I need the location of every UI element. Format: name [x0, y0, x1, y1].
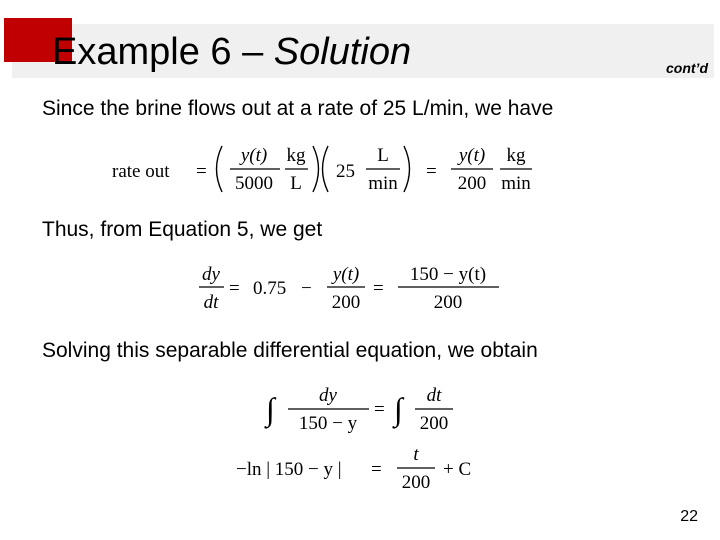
eq1-f3-num: L [377, 145, 389, 166]
eq4-f-num: t [413, 444, 419, 465]
eq1-left-paren [217, 146, 223, 192]
eq1-left-paren-2 [323, 146, 329, 192]
eq2-dnum: dy [202, 264, 220, 285]
equation-integrals [266, 380, 466, 440]
eq2-const: 0.75 [253, 278, 287, 299]
eq1-f5-num: kg [506, 145, 526, 166]
eq4-equals: = [371, 459, 382, 480]
body-text-brine-rate: Since the brine flows out at a rate of 25 L/min, we have [42, 97, 554, 120]
eq3-f2-den: 200 [419, 413, 449, 434]
eq4-rhs: + C [443, 459, 472, 480]
eq1-equals-2: = [426, 161, 437, 182]
eq1-f4-den: 200 [457, 173, 487, 194]
eq2-equals: = [229, 278, 240, 299]
eq4-f-den: 200 [401, 472, 431, 493]
eq1-equals: = [196, 161, 207, 182]
eq3-f2-num: dt [426, 385, 442, 406]
slide-title [52, 28, 411, 76]
eq2-f1-den: 200 [331, 292, 361, 313]
eq1-f2-num: kg [286, 145, 306, 166]
equation-ln-result [236, 440, 496, 496]
eq4-lhs: −ln | 150 − y | [236, 459, 342, 480]
eq1-lhs: rate out [112, 161, 170, 182]
eq3-integral-sign: ∫ [266, 391, 275, 427]
eq1-coef: 25 [336, 161, 355, 182]
eq1-f4-num: y(t) [458, 145, 486, 166]
eq3-equals: = [374, 399, 385, 420]
continued-label: cont’d [666, 60, 708, 76]
eq1-right-paren-2 [404, 146, 410, 192]
eq2-f2-num: 150 − y(t) [409, 264, 487, 285]
eq2-minus: − [301, 278, 312, 299]
equation-rate-out [112, 138, 542, 200]
eq3-f1-den: 150 − y [298, 413, 358, 434]
body-text-separable: Solving this separable differential equation, we obtain [42, 339, 538, 362]
equation-dy-dt [198, 258, 508, 318]
page-number: 22 [680, 508, 698, 525]
eq2-dden: dt [203, 292, 219, 313]
eq1-f3-den: min [368, 173, 398, 194]
eq1-f2-den: L [290, 173, 302, 194]
eq2-f1-num: y(t) [332, 264, 360, 285]
eq1-f5-den: min [501, 173, 531, 194]
slide-title-sub: Solution [273, 31, 412, 73]
eq2-f2-den: 200 [433, 292, 463, 313]
eq2-equals-2: = [373, 278, 384, 299]
slide-title-main: Example 6 – [52, 31, 264, 73]
eq3-f1-num: dy [319, 385, 337, 406]
eq1-f1-num: y(t) [240, 145, 268, 166]
body-text-equation-5: Thus, from Equation 5, we get [42, 218, 323, 241]
eq1-right-paren [313, 146, 319, 192]
eq3-integral-sign-2: ∫ [394, 391, 403, 427]
eq1-f1-den: 5000 [235, 173, 273, 194]
